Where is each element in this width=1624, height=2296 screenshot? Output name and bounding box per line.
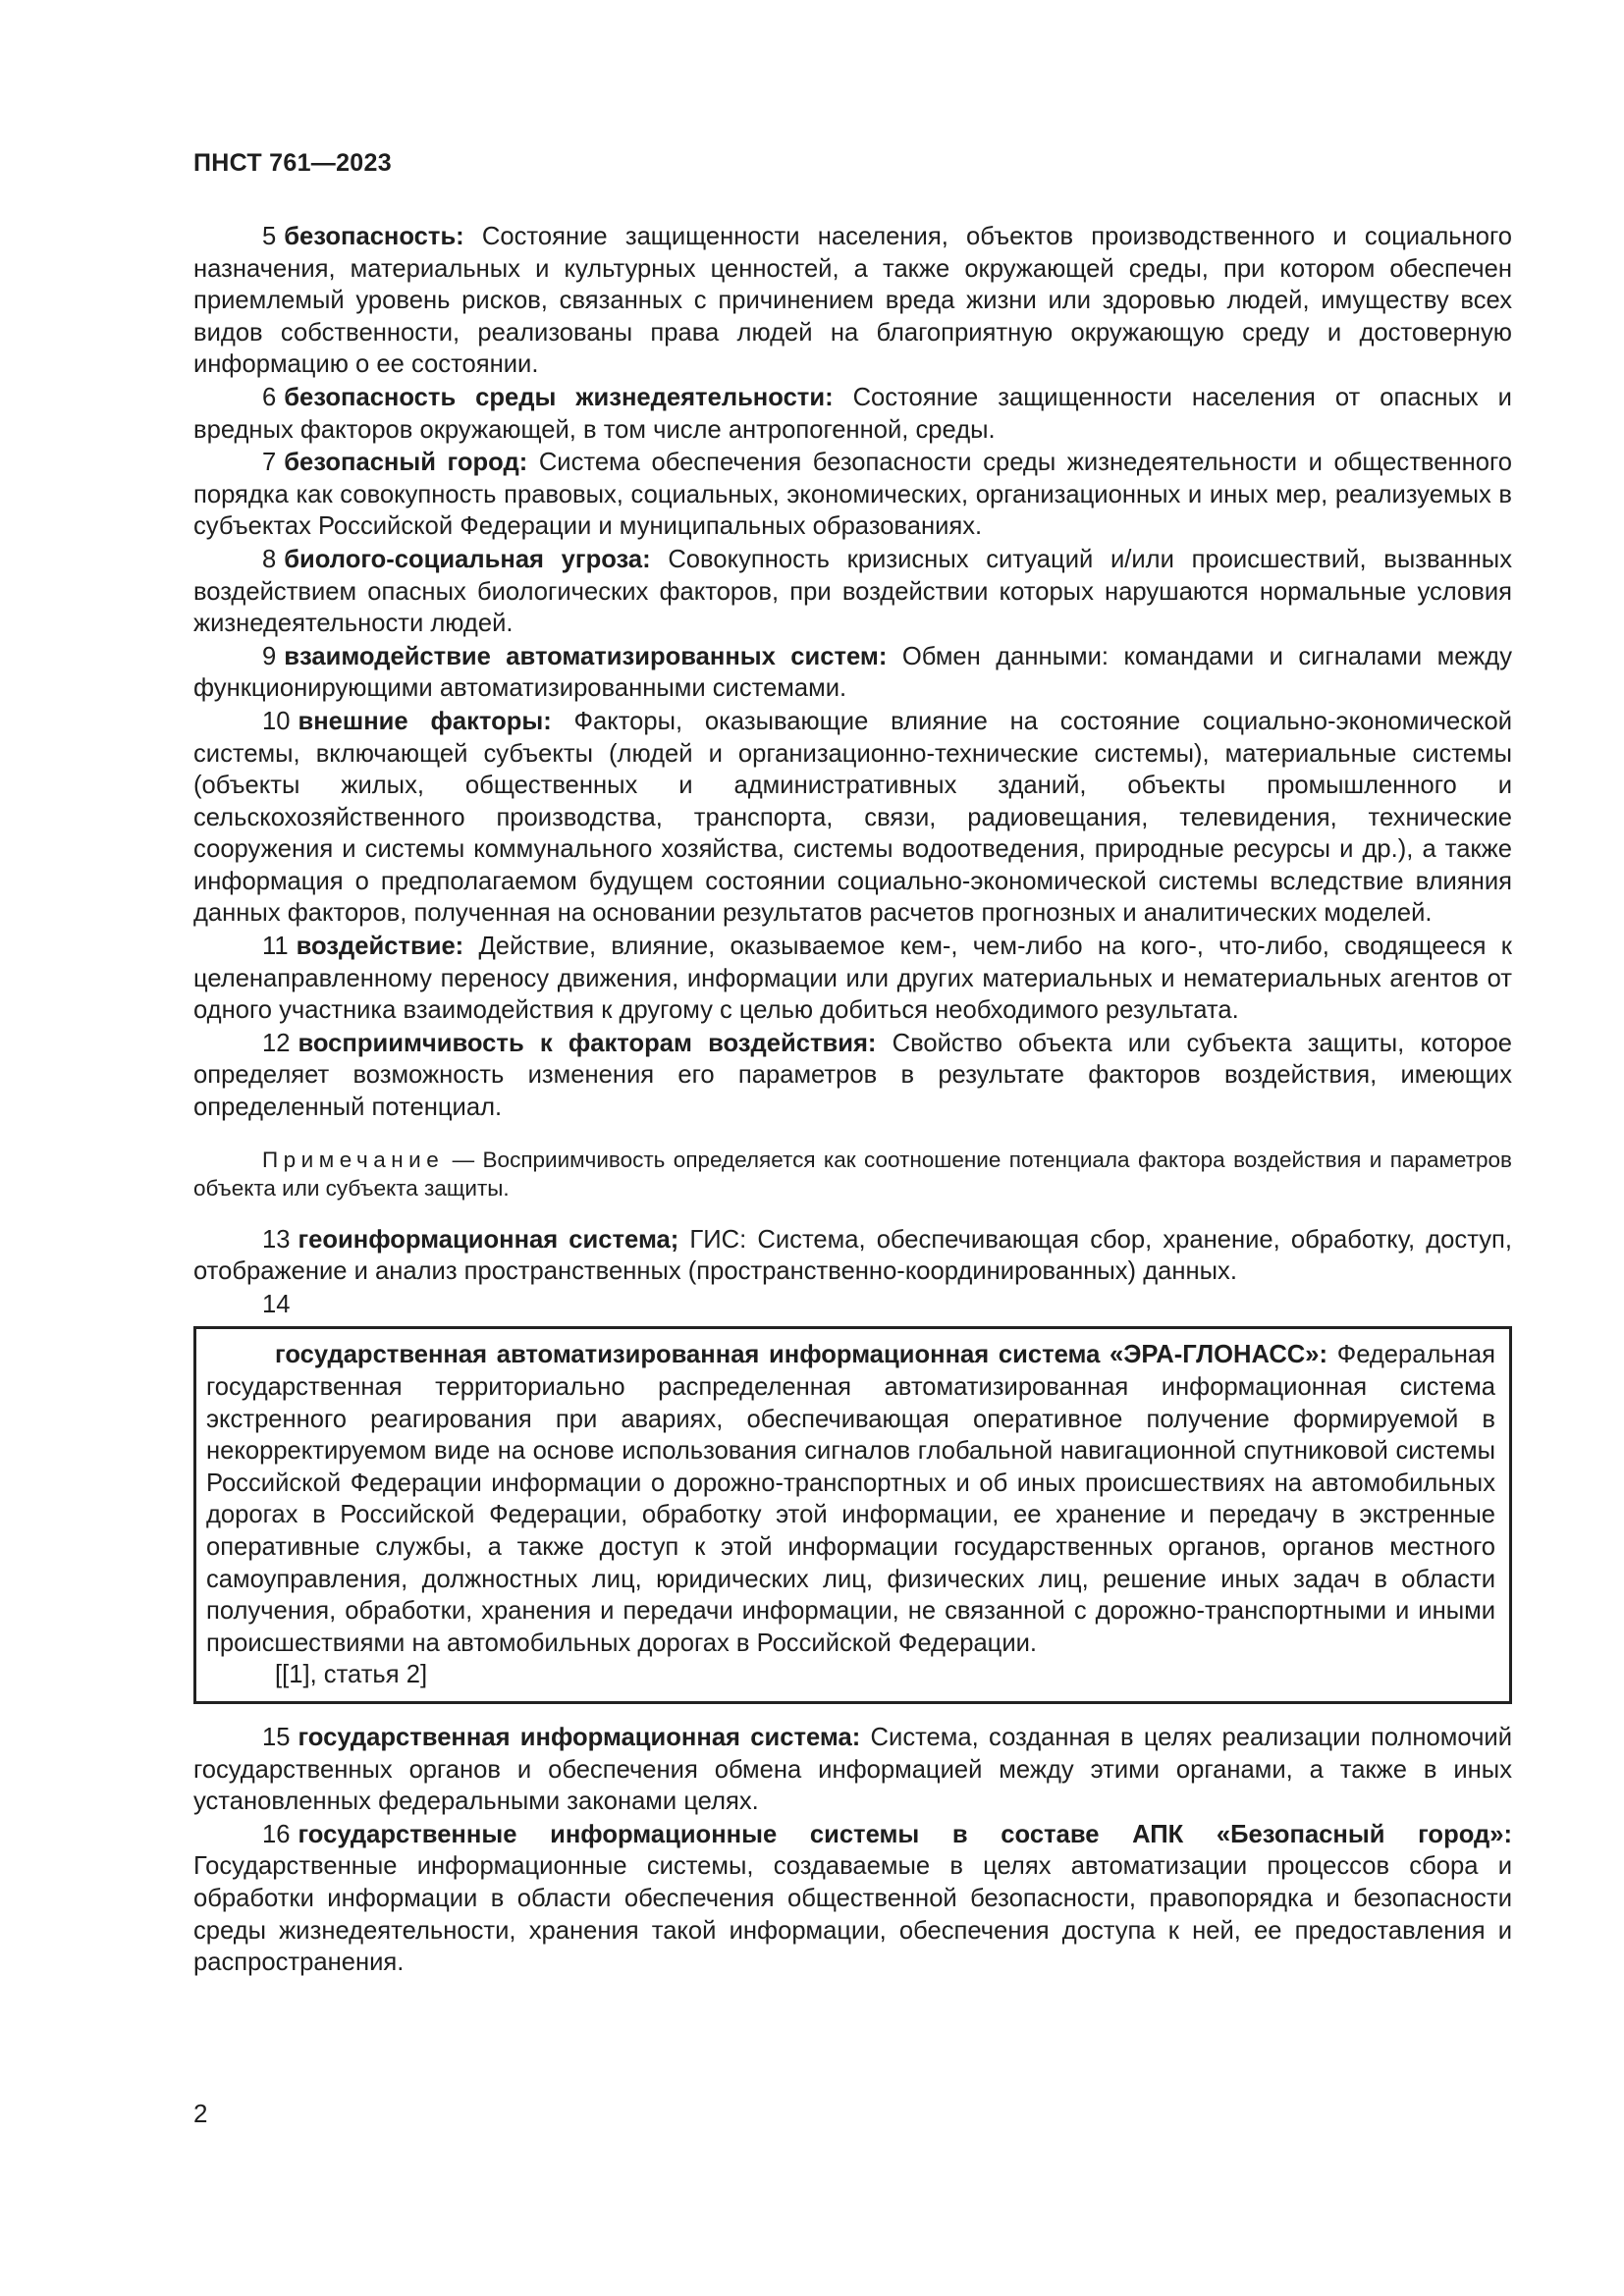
term-entry-10 bbox=[193, 706, 1512, 930]
term-entry-13 bbox=[193, 1224, 1512, 1288]
term-entry-9 bbox=[193, 641, 1512, 705]
term-name: взаимодействие автоматизированных систем: bbox=[284, 642, 888, 670]
term-number: 10 bbox=[262, 707, 291, 735]
term-definition: Федеральная государственная территориально распределенная автоматизированная информационная система экстренного реагирования при авариях, обеспечивающая оперативное получение формируемой в некорректируемом виде на основе использования сигналов глобальной навигационной спутниковой системы Российской Федерации информации о дорожно-транспортных и об иных происшествиях на автомобильных дорогах в Российской Федерации, обработку этой информации, ее хранение и передачу в экстренные оперативные службы, а также доступ к этой информации государственных органов, органов местного самоуправления, должностных лиц, юридических лиц, физических лиц, решение иных задач в области получения, обработки, хранения и передачи информации, не связанной с дорожно-транспортными и иными происшествиями на автомобильных дорогах в Российской Федерации. bbox=[206, 1341, 1495, 1657]
term-definition: Обмен данными: командами и сигналами между функционирующими автоматизированными системами. bbox=[193, 642, 1512, 703]
term-definition: ГИС: Система, обеспечивающая сбор, хранение, обработку, доступ, отображение и анализ пространственных (пространственно-координированных) данных. bbox=[193, 1225, 1512, 1286]
term-name: безопасный город: bbox=[284, 449, 528, 477]
term-definition: Государственные информационные системы, создаваемые в целях автоматизации процессов сбора и обработки информации в области обеспечения общественной безопасности, правопорядка и безопасности среды жизнедеятельности, хранения такой информации, обеспечения доступа к ней, ее предоставления и распространения. bbox=[193, 1852, 1512, 1977]
term-entry-5 bbox=[193, 221, 1512, 381]
term-definition: Факторы, оказывающие влияние на состояние социально-экономической системы, включающей субъекты (людей и организационно-технические системы), материальные системы (объекты жилых, общественных и административных зданий, объекты промышленного и сельскохозяйственного производства, транспорта, связи, радиовещания, телевидения, технические сооружения и системы коммунального хозяйства, системы водоотведения, природные ресурсы и др.), а также информация о предполагаемом будущем состоянии социально-экономической системы вследствие влияния данных факторов, полученная на основании результатов расчетов прогнозных и аналитических моделей. bbox=[193, 707, 1512, 928]
term-number: 12 bbox=[262, 1029, 291, 1057]
term-name: государственные информационные системы в составе АПК «Безопасный город»: bbox=[298, 1820, 1512, 1848]
term-definition: Действие, влияние, оказываемое кем-, чем-либо на кого-, что-либо, сводящееся к целенаправленному переносу движения, информации или других материальных и нематериальных агентов от одного участника взаимодействия к другому с целью добиться необходимого результата. bbox=[193, 933, 1512, 1025]
term-entry-14-number: 14 bbox=[262, 1290, 291, 1318]
term-name: государственная информационная система: bbox=[298, 1723, 861, 1751]
note-label: Примечание bbox=[262, 1147, 445, 1172]
term-entry-14-box bbox=[193, 1326, 1512, 1704]
note-text: — Восприимчивость определяется как соотношение потенциала фактора воздействия и параметров объекта или субъекта защиты. bbox=[193, 1147, 1512, 1201]
term-number: 7 bbox=[262, 449, 277, 477]
term-name: биолого-социальная угроза: bbox=[284, 545, 651, 573]
term-definition: Свойство объекта или субъекта защиты, которое определяет возможность изменения его параметров в результате факторов воздействия, имеющих определенный потенциал. bbox=[193, 1029, 1512, 1122]
page-number: 2 bbox=[193, 2099, 208, 2128]
term-name: государственная автоматизированная информационная система «ЭРА-ГЛОНАСС»: bbox=[275, 1341, 1328, 1369]
term-name: безопасность: bbox=[284, 223, 464, 250]
term-name: безопасность среды жизнедеятельности: bbox=[284, 383, 834, 411]
note-paragraph bbox=[193, 1146, 1512, 1202]
term-number: 6 bbox=[262, 383, 277, 411]
term-entry-6 bbox=[193, 382, 1512, 446]
term-definition: Система, созданная в целях реализации полномочий государственных органов и обеспечения обмена информацией между этими органами, а также в иных установленных федеральными законами целях. bbox=[193, 1723, 1512, 1816]
term-number: 13 bbox=[262, 1225, 291, 1254]
term-entry-16 bbox=[193, 1819, 1512, 1979]
term-name: внешние факторы: bbox=[298, 707, 552, 735]
term-definition: Система обеспечения безопасности среды жизнедеятельности и общественного порядка как совокупность правовых, социальных, экономических, организационных и иных мер, реализуемых в субъектах Российской Федерации и муниципальных образованиях. bbox=[193, 449, 1512, 541]
term-number: 5 bbox=[262, 223, 277, 250]
term-entry-7 bbox=[193, 447, 1512, 543]
source-reference: [[1], статья 2] bbox=[275, 1661, 428, 1689]
term-entry-14 bbox=[206, 1339, 1495, 1659]
term-name: восприимчивость к факторам воздействия: bbox=[298, 1029, 877, 1057]
term-entry-8 bbox=[193, 544, 1512, 640]
term-entry-11 bbox=[193, 931, 1512, 1027]
document-code-header: ПНСТ 761—2023 bbox=[193, 149, 392, 177]
term-number: 16 bbox=[262, 1820, 291, 1848]
term-definition: Состояние защищенности населения, объектов производственного и социального назначения, материальных и культурных ценностей, а также окружающей среды, при котором обеспечен приемлемый уровень рисков, связанных с причинением вреда жизни или здоровью людей, имуществу всех видов собственности, реализованы права людей на благоприятную окружающую среду и достоверную информацию о ее состоянии. bbox=[193, 223, 1512, 379]
term-definition: Состояние защищенности населения от опасных и вредных факторов окружающей, в том числе антропогенной, среды. bbox=[193, 383, 1512, 444]
term-name: воздействие: bbox=[296, 933, 464, 961]
term-number: 9 bbox=[262, 642, 277, 670]
term-entry-12 bbox=[193, 1028, 1512, 1124]
term-name: геоинформационная система; bbox=[298, 1225, 679, 1254]
terms-body bbox=[193, 221, 1512, 1980]
term-number: 8 bbox=[262, 545, 277, 573]
term-definition: Совокупность кризисных ситуаций и/или происшествий, вызванных воздействием опасных биологических факторов, при воздействии которых нарушаются нормальные условия жизнедеятельности людей. bbox=[193, 545, 1512, 638]
term-number: 11 bbox=[262, 933, 289, 961]
term-entry-15 bbox=[193, 1722, 1512, 1818]
term-number: 15 bbox=[262, 1723, 291, 1751]
